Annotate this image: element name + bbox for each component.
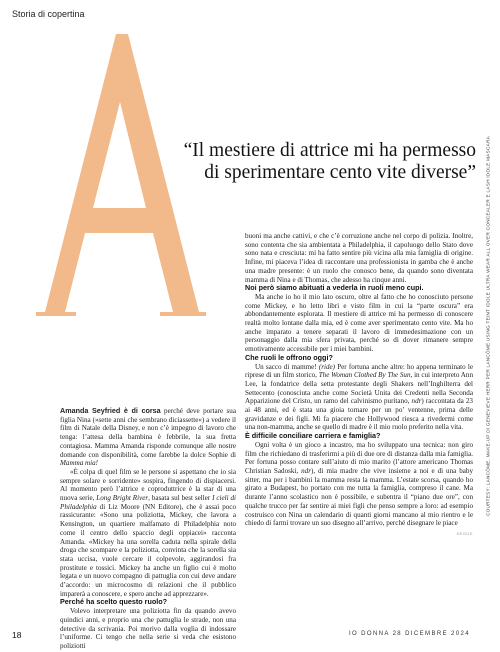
paragraph: Ma anche io ho il mio lato oscuro, oltre al fatto che ho conosciuto persone come Mickey, e ho letto libri e visto film in cui la “parte oscura” era abbondantemente esplorata. Il mestiere di attrice mi ha permesso di conoscere realtà molto lontane dalla mia, ed è come aver sperimentato cento vite. Ma ho anche imparato a tenere separati il lavoro di immedesimazione con un personaggio dalla mia sfera privata, perché so di dover rimanere sempre emotivamente accessibile per i miei bambini. [245, 292, 473, 354]
drop-cap-serif-right [160, 312, 206, 316]
pull-quote-line-1: “Il mestiere di attrice mi ha permesso [183, 140, 476, 161]
paragraph-intro: Amanda Seyfried è di corsa perché deve portare sua figlia Nina (»sette anni che sembrano diciassette«) a vedere il film di Natale della Disney, e non c’è impegno di lavoro che tenga: l’attesa della bambina è febbrile, la sua fretta contagiosa. Mamma Amanda risponde comunque alle nostre domande con disponibilità, come farebbe la dolce Sophie di Mamma mia! [60, 406, 236, 468]
interview-question: Noi però siamo abituati a vederla in ruoli meno cupi. [245, 283, 424, 293]
lead-in: Amanda Seyfried è di corsa [60, 406, 161, 415]
interview-question: Perché ha scelto questo ruolo? [60, 597, 168, 607]
pull-quote [76, 140, 476, 184]
interview-question: È difficile conciliare carriera e famiglia? [245, 431, 381, 441]
drop-cap-serif-left [36, 312, 76, 316]
paragraph: Un sacco di mamme! (ride) Per fortuna anche altre: ho appena terminato le riprese di un film storico, The Woman Clothed By The Sun, in cui interpreto Ann Lee, la fondatrice della setta protestante degli Shakers nell’Inghilterra del Settecento (conosciuta anche come Società Unita dei Credenti nella Seconda Apparizione del Cristo, un ramo del calvinismo puritano, ndr) raccontata da 23 ai 48 anni, ed è stata una gioia tornare per un po’ ventenne, prima delle gravidanze e dei figli. Mi fa piacere che Hollywood riesca a rivedermi come una non-mamma, anche se quello di madre è il mio ruolo preferito nella vita. [245, 362, 473, 432]
publication-footer: IO DONNA 28 DICEMBRE 2024 [348, 631, 470, 637]
paragraph: buoni ma anche cattivi, e che c’è corruzione anche nel corpo di polizia. Inoltre, sono contenta che sia ambientata a Philadelphia, il capoluogo dello Stato dove sono nata e cresciuta: mi ha fatto sentire più vicina alla mia famiglia di origine. Infine, mi piaceva l’idea di raccontare una professionista in gamba che è anche una madre presente: è un ruolo che conosco bene, da quando sono diventata mamma di Nina e di Thomas, che adesso ha cinque anni. [245, 232, 473, 284]
article-column-right [245, 232, 473, 539]
page-number: 18 [12, 630, 22, 640]
section-label: Storia di copertina [12, 9, 85, 19]
continued-marker: SEGUE [456, 530, 473, 536]
article-column-left [60, 407, 236, 651]
paragraph: Volevo interpretare una poliziotta fin da quando avevo quindici anni, e proprio una che pattuglia le strade, non una detective da scrivania. Poi morivo dalla voglia di indossare l’uniforme. Ci tengo che nella serie si veda che esistono poliziotti [60, 607, 236, 650]
sidebar-credits: COURTESY: LANCÔME. MAKE-UP DI GENEVIEVE HERR PER LANCÔME USING TEINT IDOLE ULTRA WEAR ALL OVER CONCEALER E LASH IDOLE MASCARA [485, 136, 491, 516]
interview-question: Che ruoli le offrono oggi? [245, 352, 333, 362]
paragraph: Ogni volta è un gioco a incastro, ma ho sviluppato una tecnica: non giro film che richiedano di trasferirmi a più di due ore di distanza dalla mia famiglia. Per fortuna posso contare sull’aiuto di mio marito (l’attore americano Thomas Christian Sadoski, ndr), di mia madre che vive insieme a noi e di una baby sitter, ma per i bambini la mamma resta la mamma. L’estate scorsa, quando ho girato a Budapest, ho portato con me tutta la famiglia, compreso il cane. Ma durante l’anno scolastico non è possibile, e subentra il “piano due ore”, con qualche trucco per far sentire ai miei figli che penso sempre a loro: ad esempio costruisco con Nina un calendario di quanti giorni mancano al mio rientro e le chiedo di farmi trovare un suo disegno all’arrivo, perché disegnare le piace SEGUE [245, 441, 473, 528]
paragraph: «È colpa di quel film se le persone si aspettano che io sia sempre solare e sorridente» sospira, fingendo di dispiacersi. Al momento però l’attrice e coproduttrice è la star di una nuova serie, Long Bright River, basata sul best seller I cieli di Philadelphia di Liz Moore (NN Editore), che è assai poco rassicurante: «Sono una poliziotta, Mickey, che lavora a Kensington, un quartiere malfamato di Philadelphia noto come il centro dello spaccio degli oppiacei» racconta Amanda. «Mickey ha una sorella caduta nella spirale della droga che scompare e la poliziotta, convinta che la sorella sia stata uccisa, vuole cercare il colpevole, aggirandosi fra prostitute e tossici. Mickey ha anche un figlio cui è molto legata e un nuovo compagno di pattuglia con cui deve andare d’accordo: un microcosmo di relazioni che il pubblico imparerà a conoscere, e spero anche ad apprezzare». [60, 467, 237, 598]
pull-quote-line-2: di sperimentare cento vite diverse” [204, 162, 476, 183]
